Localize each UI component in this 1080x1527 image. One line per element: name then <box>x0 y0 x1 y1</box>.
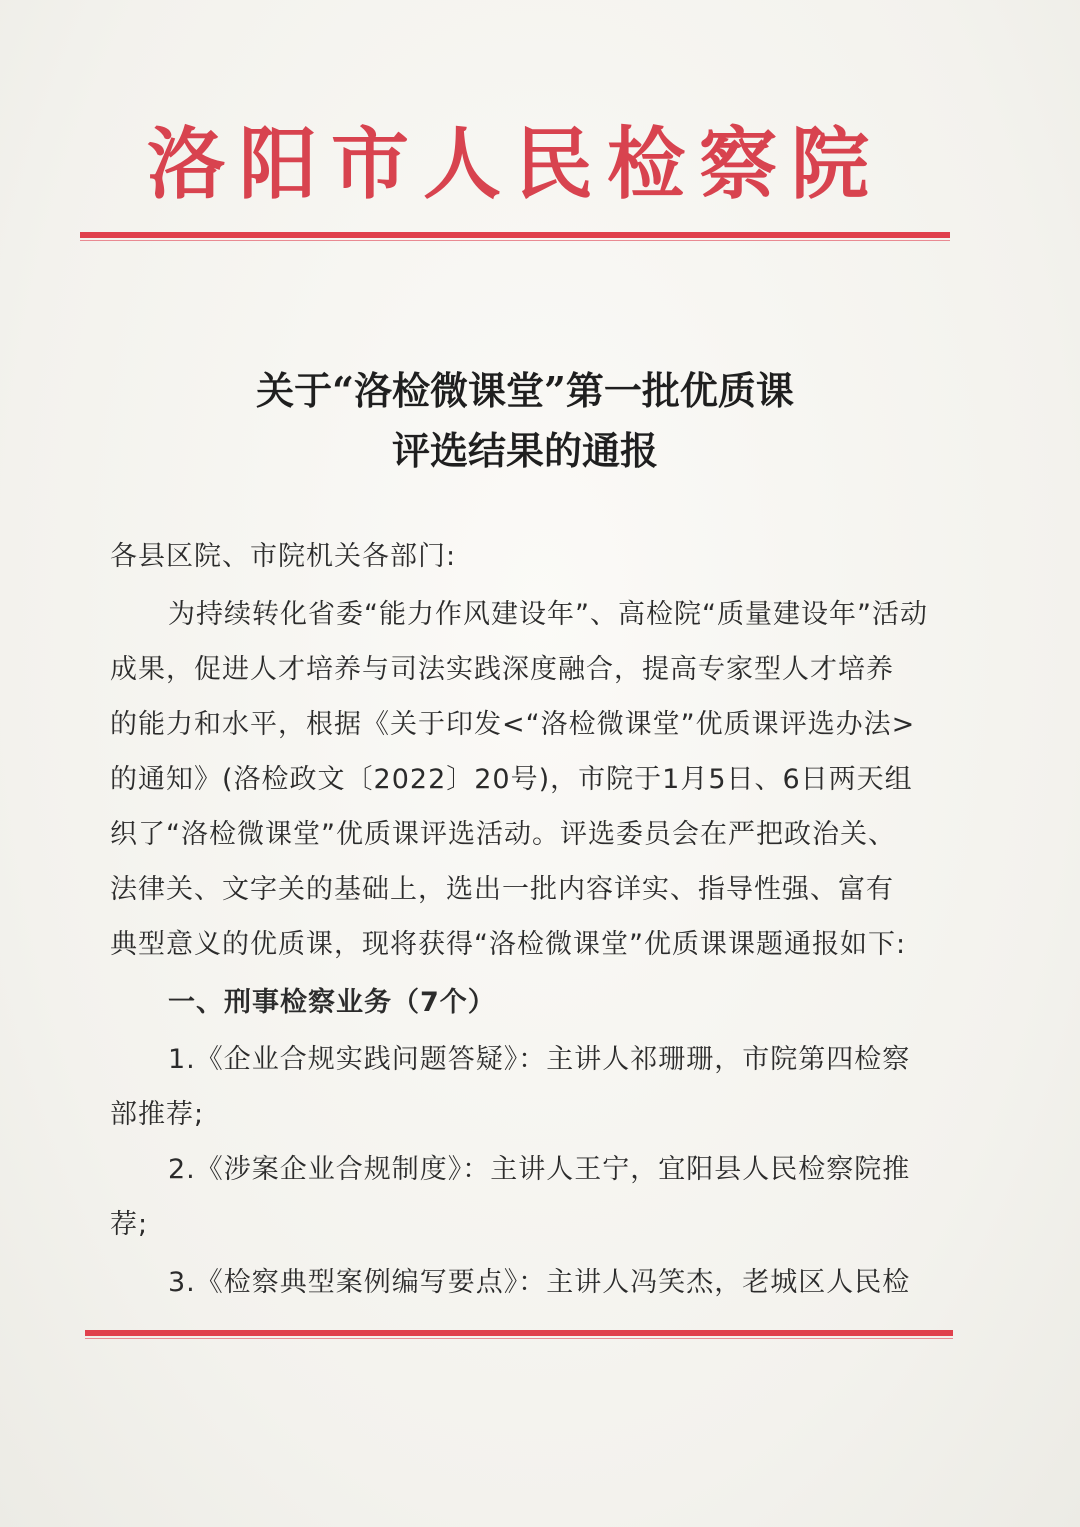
letterhead-org-name: 洛阳市人民检察院 <box>146 119 883 210</box>
list-item-line: 部推荐; <box>110 1099 205 1130</box>
footer-red-rule <box>85 1330 953 1336</box>
list-item-line: 2.《涉案企业合规制度》：主讲人王宁，宜阳县人民检察院推 <box>168 1154 911 1185</box>
document-title-line-1: 关于“洛检微课堂”第一批优质课 <box>256 368 794 413</box>
letterhead-red-rule <box>80 232 950 238</box>
paragraph-line: 成果，促进人才培养与司法实践深度融合，提高专家型人才培养 <box>110 654 894 685</box>
addressee: 各县区院、市院机关各部门: <box>110 541 457 572</box>
list-item-line: 3.《检察典型案例编写要点》：主讲人冯笑杰，老城区人民检 <box>168 1267 911 1298</box>
paragraph-line: 法律关、文字关的基础上，选出一批内容详实、指导性强、富有 <box>110 874 894 905</box>
paragraph-line: 的能力和水平，根据《关于印发<“洛检微课堂”优质课评选办法> <box>110 709 916 740</box>
paragraph-line: 为持续转化省委“能力作风建设年”、高检院“质量建设年”活动 <box>168 599 928 630</box>
paragraph-line: 典型意义的优质课，现将获得“洛检微课堂”优质课课题通报如下: <box>110 929 907 960</box>
list-item-line: 1.《企业合规实践问题答疑》：主讲人祁珊珊，市院第四检察 <box>168 1044 911 1075</box>
paragraph-line: 的通知》(洛检政文〔2022〕20号)，市院于1月5日、6日两天组 <box>110 764 913 795</box>
section-heading: 一、刑事检察业务（7个） <box>168 987 496 1018</box>
document-title-line-2: 评选结果的通报 <box>391 428 658 473</box>
list-item-line: 荐; <box>110 1209 149 1240</box>
paragraph-line: 织了“洛检微课堂”优质课评选活动。评选委员会在严把政治关、 <box>110 819 896 850</box>
